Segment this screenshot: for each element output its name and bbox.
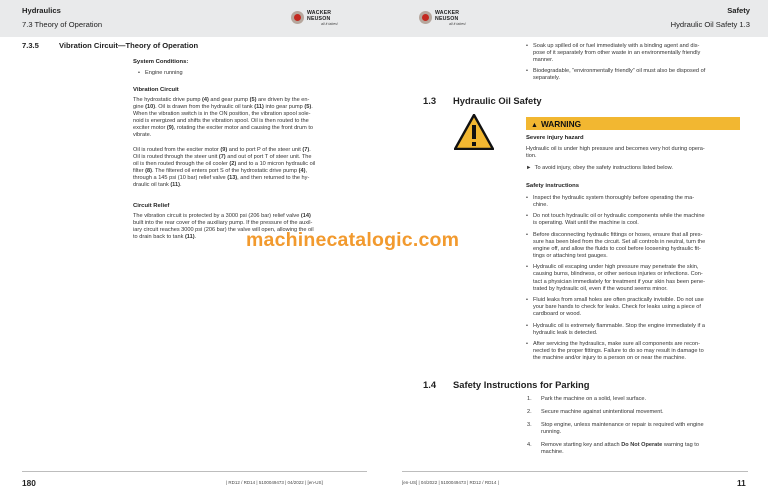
wacker-neuson-logo: [291, 9, 343, 29]
system-conditions-bullet: • Engine running: [145, 70, 183, 77]
step-number: 2.: [527, 409, 532, 416]
warning-text: Hydraulic oil is under high pressure and becomes very hot during opera- tion.: [526, 146, 705, 160]
step-number: 1.: [527, 396, 532, 402]
footer-rule: [402, 471, 748, 472]
left-header: [22, 6, 102, 36]
logo-text: NEUSON: [307, 16, 331, 22]
right-header: [671, 6, 750, 36]
circuit-relief-para: The vibration circuit is protected by a 3000 psi (206 bar) relief valve (14) built into the rear cover of the auxiliary pump. If the pressure of the auxil- iary circuit reaches 3000 psi (206 bar) the valve will open, allowing the oil to drain back to tank (11).: [133, 213, 314, 241]
warning-triangle-icon: [454, 114, 494, 150]
page-number: 180: [22, 478, 36, 488]
section-title: Hydraulic Oil Safety: [453, 95, 542, 106]
header-title: Safety: [727, 6, 750, 15]
header-subtitle: Hydraulic Oil Safety 1.3: [670, 20, 750, 29]
arrow-icon: ►: [526, 165, 532, 171]
section-title: Safety Instructions for Parking: [453, 379, 590, 390]
list-item: • After servicing the hydraulics, make sure all components are recon- nected to the proper fittings. Failure to do so may result in damage to the machine and/or injury to a person on or near the machine.: [533, 341, 743, 362]
step-number: 4.: [527, 442, 532, 449]
section-number: 7.3.5: [22, 41, 39, 50]
logo-text: WACKER: [307, 10, 332, 16]
warning-banner: [526, 117, 740, 130]
list-item: • Fluid leaks from small holes are often practically invisible. Do not use your bare hands to check for leaks. Check for leaks using a piece of cardboard or wood.: [533, 297, 743, 318]
logo-mark-icon: [419, 11, 432, 24]
section-title: Vibration Circuit—Theory of Operation: [59, 41, 199, 50]
footer-doc-info: [en-US] | 04/2022 | 5100049473 | RD12 / RD14 |: [402, 480, 499, 485]
list-item: • Soak up spilled oil or fuel immediately with a binding agent and dis- pose of it separately from other waste in an environmentally friendly manner.: [533, 43, 743, 64]
footer-rule: [22, 471, 367, 472]
system-conditions-heading: System Conditions:: [133, 59, 189, 65]
warning-action-text: To avoid injury, obey the safety instructions listed below.: [534, 165, 673, 171]
section-number: 1.4: [423, 379, 437, 390]
logo-text: NEUSON: [435, 16, 459, 22]
circuit-relief-heading: Circuit Relief: [133, 203, 170, 209]
vibration-circuit-para2: Oil is routed from the exciter motor (9) and to port P of the steer unit (7). Oil is routed through the steer unit (7) and out of port T of steer unit. The oil is then routed through the oil cooler (2) and to a 10 micron hydraulic oil filter (8). The filtered oil enters port S of the hydrostatic drive pump (4), through a 145 psi (10 bar) relief valve (13), and then returned to the hy- draulic oil tank (11).: [133, 147, 316, 189]
list-item: 4. Remove starting key and attach Do Not Operate warning tag to machine.: [527, 442, 699, 456]
hazard-title: Severe injury hazard: [526, 135, 584, 141]
list-item: • Do not touch hydraulic oil or hydraulic components while the machine is operating. Wait until the machine is cool.: [533, 213, 743, 227]
logo-mark-icon: [291, 11, 304, 24]
footer-doc-info: | RD12 / RD14 | 5100049473 | 04/2022 | [en-US]: [226, 480, 323, 485]
wacker-neuson-logo: [419, 9, 471, 29]
header-subtitle: 7.3 Theory of Operation: [22, 20, 103, 29]
page-number: 11: [737, 478, 746, 488]
step-number: 3.: [527, 422, 532, 429]
list-item: • Hydraulic oil is extremely flammable. Stop the engine immediately if a hydraulic leak is detected.: [533, 323, 743, 337]
vibration-circuit-heading: Vibration Circuit: [133, 87, 179, 93]
header-title: Hydraulics: [22, 6, 61, 15]
list-item: 3. Stop engine, unless maintenance or repair is required with engine running.: [527, 422, 704, 436]
logo-tagline: all it takes!: [321, 22, 338, 26]
warning-action: [526, 165, 741, 172]
warning-small-icon: ▲: [531, 122, 538, 129]
watermark: machinecatalogic.com: [246, 229, 460, 251]
vibration-circuit-para1: The hydrostatic drive pump (4) and gear pump (5) are driven by the en- gine (10). Oil is drawn from the hydraulic oil tank (11) into gear pump (5). When the vibration switch is in the ON position, the vibration spool sole- noid is energized and shifts the vibration spool. Oil is then routed to the exciter motor (9), rotating the exciter motor and causing the front drum to vibrate.: [133, 97, 314, 139]
list-item: 1. Park the machine on a solid, level surface.: [527, 396, 647, 402]
warning-label: WARNING: [540, 119, 582, 129]
safety-instructions-heading: Safety instructions: [526, 183, 580, 189]
list-item: • Before disconnecting hydraulic fittings or hoses, ensure that all pres- sure has been bled from the circuit. Set all controls in neutral, turn the engine off, and allow the fluids to cool before loosening hydraulic fit- tings or attaching test gauges.: [533, 232, 743, 260]
list-item: 2. Secure machine against unintentional movement.: [527, 409, 664, 416]
list-item: • Inspect the hydraulic system thoroughly before operating the ma- chine.: [533, 195, 743, 209]
list-item: • Hydraulic oil escaping under high pressure may penetrate the skin, causing burns, blindness, or other serious injuries or infections. Con- tact a physician immediately for treatment if your skin has been pene- trated by hydraulic oil, even if the wound seems minor.: [533, 264, 743, 292]
list-item: • Biodegradable, “environmentally friendly” oil must also be disposed of separately.: [533, 68, 743, 82]
logo-text: WACKER: [435, 10, 460, 16]
logo-tagline: all it takes!: [449, 22, 466, 26]
section-number: 1.3: [423, 95, 437, 106]
